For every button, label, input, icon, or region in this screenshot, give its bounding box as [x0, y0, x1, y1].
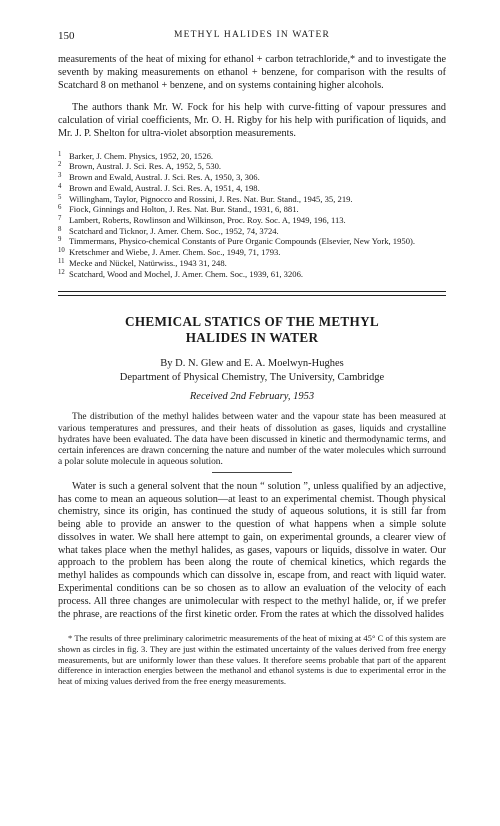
continued-paragraph: measurements of the heat of mixing for ethanol + carbon tetrachloride,* and to investigate the seventh by making measurements on ethanol + benzene, for comparison with the results of Scatchard 8 on methanol + benzene, and on systems containing higher alcohols.: [58, 54, 446, 91]
abstract-divider: [212, 472, 292, 473]
reference-item: 12 Scatchard, Wood and Mochel, J. Amer. Chem. Soc., 1939, 61, 3206.: [58, 268, 304, 279]
article-title: CHEMICAL STATICS OF THE METHYL HALIDES IN WATER: [125, 314, 379, 346]
reference-item: 6 Fiock, Ginnings and Holton, J. Res. Nat. Bur. Stand., 1931, 6, 881.: [58, 204, 299, 215]
journal-page: [58, 30, 446, 686]
body-paragraph: Water is such a general solvent that the noun “ solution ”, unless qualified by an adjective, has come to mean an aqueous solution—at least to an experimental chemist. Though physical chemistry, since its origin, has continued the study of aqueous solutions, it is still far from being able to provide an answer to the question of what happens when a simple solute dissolves in water. We shall here attempt to gain, on experimental grounds, a clearer view of what takes place when the methyl halides, as gases, vapours or liquids, dissolve in water. Our approach to the problem has been along the route of chemical kinetics, which regards the methyl halides as compounds which can dissolve in, escape from, and react with liquid water. Experimental conditions can be so chosen as to allow an evaluation of the velocity of each process. All three changes are unimolecular with respect to the methyl halide, or, if we prefer the phrase, are reactions of the first kinetic order. From the rates at which the dissolved halides: [58, 480, 446, 620]
section-divider: [58, 291, 446, 296]
reference-item: 4 Brown and Ewald, Austral. J. Sci. Res. A, 1951, 4, 198.: [58, 182, 260, 193]
reference-item: 11 Mecke and Nückel, Natürwiss., 1943 31, 248.: [58, 257, 227, 268]
reference-item: 7 Lambert, Roberts, Rowlinson and Wilkinson, Proc. Roy. Soc. A, 1949, 196, 113.: [58, 215, 346, 225]
page-number: 150: [58, 30, 75, 42]
reference-item: 9 Timmermans, Physico-chemical Constants of Pure Organic Compounds (Elsevier, New York, 1950).: [58, 236, 415, 247]
article-authors: By D. N. Glew and E. A. Moelwyn-Hughes: [160, 358, 344, 370]
running-title: METHYL HALIDES IN WATER: [173, 30, 331, 40]
acknowledgement-paragraph: The authors thank Mr. W. Fock for his help with curve-fitting of vapour pressures and calculation of virial coefficients, Mr. O. H. Rigby for his help with purification of liquids, and Mr. J. P. Shelton for ultra-violet absorption measurements.: [58, 102, 446, 139]
abstract: The distribution of the methyl halides between water and the vapour state has been measured at various temperatures and pressures, and their heats of dissolution as gases, liquids and crystalline hydrates have been evaluated. The data have been discussed in kinetic and thermodynamic terms, and certain inferences are drawn concerning the nature and number of the water molecules which surround a polar solute molecule in aqueous solution.: [58, 412, 446, 468]
reference-item: 5 Willingham, Taylor, Pignocco and Rossini, J. Res. Nat. Bur. Stand., 1945, 35, 219.: [58, 193, 353, 204]
footnote: * The results of three preliminary calorimetric measurements of the heat of mixing at 45° C of this system are shown as circles in fig. 3. They are just within the estimated uncertainty of the values derived from free energy measurements, but are uniformly lower than these values. It therefore seems probable that part of the apparent difference in interaction energies between the methanol and ethanol systems is due to experimental error in the heat of mixing values derived from the free energy measurements.: [58, 633, 446, 686]
page-header: [58, 30, 446, 44]
author-affiliation: Department of Physical Chemistry, The University, Cambridge: [119, 372, 385, 384]
reference-item: 1 Barker, J. Chem. Physics, 1952, 20, 1526.: [58, 150, 214, 161]
reference-list: [58, 151, 446, 279]
reference-item: 8 Scatchard and Ticknor, J. Amer. Chem. Soc., 1952, 74, 3724.: [58, 225, 279, 236]
reference-item: 10 Kretschmer and Wiebe, J. Amer. Chem. Soc., 1949, 71, 1793.: [58, 247, 281, 258]
reference-item: 2 Brown, Austral. J. Sci. Res. A, 1952, 5, 530.: [58, 161, 222, 172]
reference-item: 3 Brown and Ewald, Austral. J. Sci. Res. A, 1950, 3, 306.: [58, 172, 260, 183]
received-date: Received 2nd February, 1953: [189, 391, 315, 403]
